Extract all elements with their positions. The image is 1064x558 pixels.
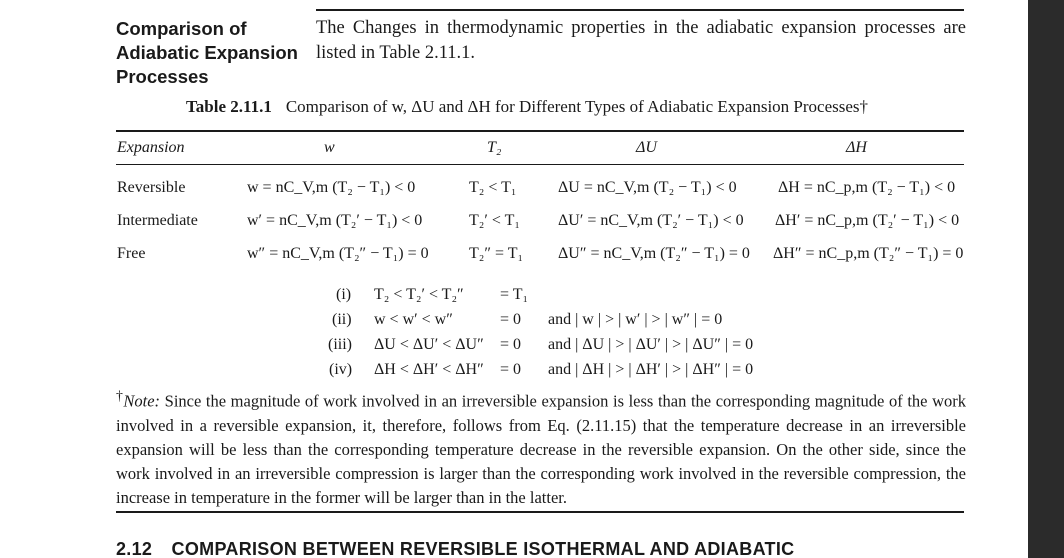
table-cell-t2: T₂ < T₁: [469, 179, 517, 196]
table-cell-w: w′ = nC_V,m (T₂′ − T₁) < 0: [247, 212, 423, 229]
table-cell-expansion: Free: [117, 245, 146, 262]
table-cell-t2: T₂″ = T₁: [469, 245, 524, 262]
table-cell-w: w = nC_V,m (T₂ − T₁) < 0: [247, 179, 416, 196]
header-w: w: [324, 139, 335, 156]
table-cell-du: ΔU″ = nC_V,m (T₂″ − T₁) = 0: [558, 245, 750, 262]
table-cell-expansion: Reversible: [117, 179, 186, 196]
relation-extra: and | w | > | w′ | > | w″ | = 0: [548, 311, 723, 328]
relation-label: (iii): [328, 336, 352, 353]
intro-paragraph: The Changes in thermodynamic properties in the adiabatic expansion processes are listed in Table 2.11.1.: [316, 18, 966, 63]
next-section-title: COMPARISON BETWEEN REVERSIBLE ISOTHERMAL AND ADIABATIC: [171, 539, 795, 558]
next-section-heading: [116, 539, 794, 558]
header-expansion: Expansion: [117, 139, 185, 156]
relation-rhs: = T₁: [500, 286, 529, 303]
table-cell-t2: T₂′ < T₁: [469, 212, 520, 229]
section-heading: Comparison of Adiabatic Expansion Processes: [116, 18, 298, 87]
table-cell-dh: ΔH = nC_p,m (T₂ − T₁) < 0: [778, 179, 956, 196]
note-text: Since the magnitude of work involved in an irreversible expansion is less than the corresponding magnitude of the work involved in a reversible expansion, it, therefore, follows from Eq. (2.11.15) that the temperature decrease in an irreversible expansion will be less than the corresponding temperature decrease in the reversible expansion. On the other side, since the work involved in an irreversible compression is larger than the corresponding work involved in the reversible compression, the increase in temperature in the former will be larger than in the latter.: [116, 391, 967, 507]
relation-extra: and | ΔH | > | ΔH′ | > | ΔH″ | = 0: [548, 361, 754, 378]
relation-label: (i): [336, 286, 352, 303]
table-cell-dh: ΔH′ = nC_p,m (T₂′ − T₁) < 0: [775, 212, 960, 229]
table-caption: [186, 97, 868, 117]
table-top-rule: [116, 130, 964, 132]
table-title: Comparison of w, ΔU and ΔH for Different Types of Adiabatic Expansion Processes†: [285, 97, 869, 116]
relation-rhs: = 0: [500, 361, 522, 378]
relation-rhs: = 0: [500, 311, 522, 328]
note-label: Note:: [123, 391, 161, 411]
header-dh: ΔH: [846, 139, 867, 156]
relation-rhs: = 0: [500, 336, 522, 353]
table-footnote: [116, 384, 966, 510]
table-cell-du: ΔU = nC_V,m (T₂ − T₁) < 0: [558, 179, 737, 196]
table-cell-expansion: Intermediate: [117, 212, 198, 229]
relation-lhs: ΔH < ΔH′ < ΔH″: [374, 361, 484, 378]
header-t2: T₂: [487, 139, 502, 156]
table-cell-w: w″ = nC_V,m (T₂″ − T₁) = 0: [247, 245, 429, 262]
top-rule: [316, 9, 964, 11]
dagger-mark: †: [116, 388, 124, 403]
relation-lhs: T₂ < T₂′ < T₂″: [374, 286, 464, 303]
table-cell-du: ΔU′ = nC_V,m (T₂′ − T₁) < 0: [558, 212, 744, 229]
table-header-rule: [116, 164, 964, 165]
table-cell-dh: ΔH″ = nC_p,m (T₂″ − T₁) = 0: [773, 245, 964, 262]
table-bottom-rule: [116, 511, 964, 513]
relation-lhs: ΔU < ΔU′ < ΔU″: [374, 336, 484, 353]
table-number: Table 2.11.1: [186, 97, 272, 116]
relation-label: (ii): [332, 311, 352, 328]
next-section-number: 2.12: [116, 539, 153, 558]
relation-extra: and | ΔU | > | ΔU′ | > | ΔU″ | = 0: [548, 336, 754, 353]
relation-label: (iv): [329, 361, 353, 378]
header-du: ΔU: [636, 139, 657, 156]
relation-lhs: w < w′ < w″: [374, 311, 453, 328]
